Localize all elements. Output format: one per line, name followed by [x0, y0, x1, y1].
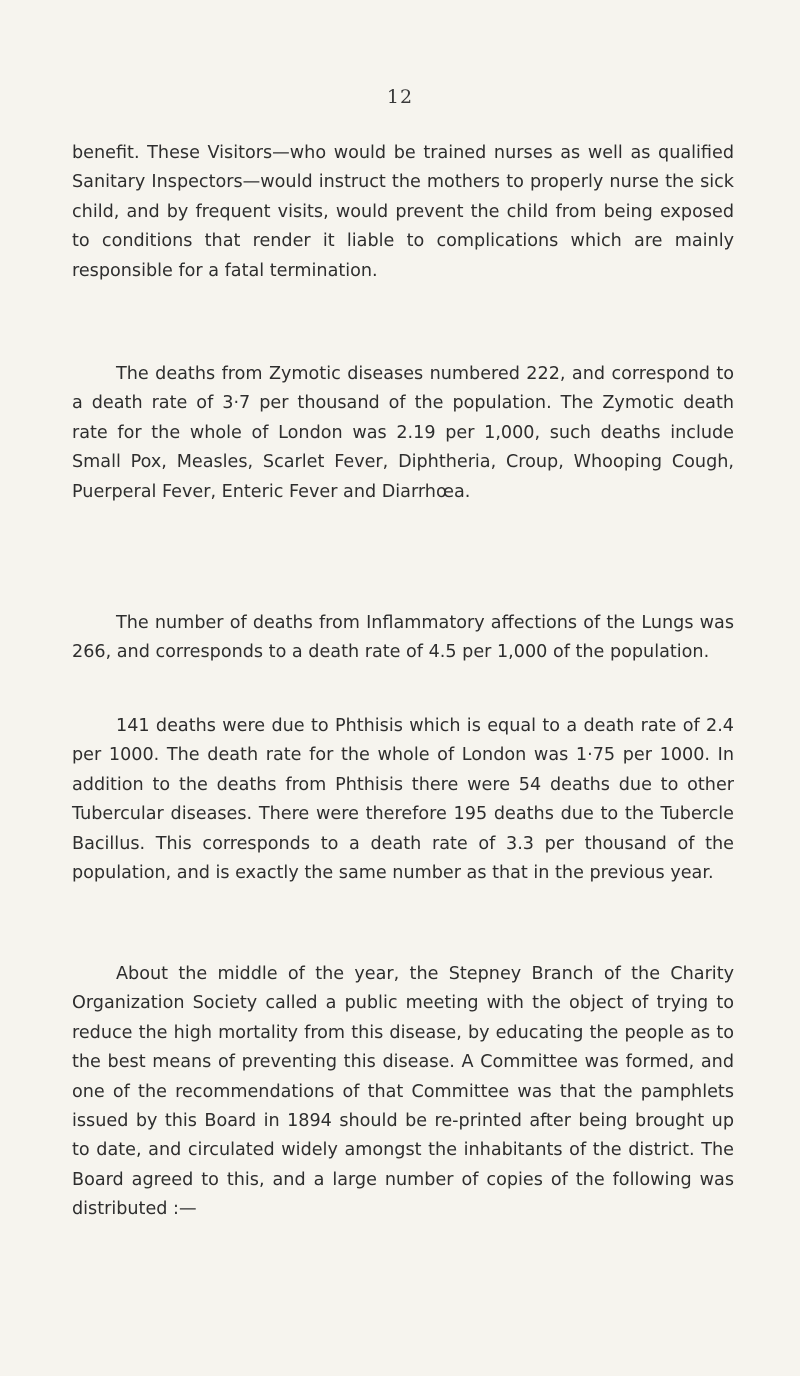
paragraph-lung-inflammation-deaths: The number of deaths from Inflammatory affections of the Lungs was 266, and corresponds to a death rate of 4.5 per 1,000 of the population.	[72, 613, 734, 663]
paragraph-zymotic-deaths: The deaths from Zymotic diseases numbered 222, and correspond to a death rate of 3·7 per thousand of the population. The Zymotic death rate for the whole of London was 2.19 per 1,000, such deaths include Small Pox, Measles, Scarlet Fever, Diphtheria, Croup, Whooping Cough, Puerperal Fever, Enteric Fever and Diarrhœa.	[72, 364, 734, 502]
paragraph-charity-organization: About the middle of the year, the Stepney Branch of the Charity Organization Society called a public meeting with the object of trying to reduce the high mortality from this disease, by educating the people as to the best means of preventing this disease. A Committee was formed, and one of the recommendations of that Committee was that the pamphlets issued by this Board in 1894 should be re-printed after being brought up to date, and circulated widely amongst the inhabitants of the district. The Board agreed to this, and a large number of copies of the following was distributed :—	[72, 964, 734, 1220]
paragraph-phthisis-deaths: 141 deaths were due to Phthisis which is equal to a death rate of 2.4 per 1000. The death rate for the whole of London was 1·75 per 1000. In addition to the deaths from Phthisis there were 54 deaths due to other Tubercular diseases. There were therefore 195 deaths due to the Tubercle Bacillus. This corresponds to a death rate of 3.3 per thousand of the population, and is exactly the same number as that in the previous year.	[72, 716, 734, 884]
paragraph-visitors-benefit: benefit. These Visitors—who would be trained nurses as well as qualified Sanitary Inspectors—would instruct the mothers to properly nurse the sick child, and by frequent visits, would prevent the child from being exposed to conditions that render it liable to complications which are mainly responsible for a fatal termination.	[72, 143, 734, 281]
page-number: 12	[386, 86, 414, 108]
